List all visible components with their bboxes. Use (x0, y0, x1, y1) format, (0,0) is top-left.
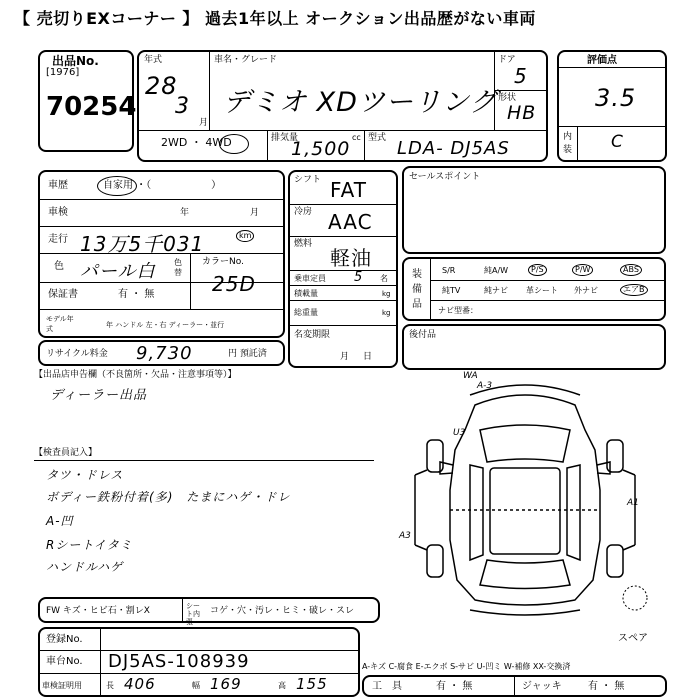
eq-sr: S/R (442, 266, 456, 275)
model-label: 型式 (368, 133, 387, 143)
length-label: 長 (106, 681, 114, 690)
eq-ps: P/S (528, 264, 547, 276)
eq-tv: 純TV (442, 286, 461, 295)
fw-label: FW キズ・ヒビ石・割レX (46, 606, 150, 616)
eq-leather: 革シート (526, 286, 558, 295)
capacity-value: 5 (354, 270, 364, 285)
ac-label: 冷房 (294, 207, 313, 217)
damage-legend: A-キズ C-腐食 E-エクボ S-サビ U-凹ミ W-補修 XX-交換済 (362, 662, 571, 671)
eq-ext-navi: 外ナビ (574, 286, 598, 295)
registration-box (38, 627, 360, 697)
sheet-row: コゲ・穴・汚レ・ヒミ・破レ・スレ (210, 606, 355, 616)
recycle-box (38, 340, 285, 366)
mileage-unit: km (236, 230, 254, 242)
tools-box (362, 675, 667, 697)
score-value: 3.5 (595, 84, 637, 112)
length-value: 406 (124, 675, 156, 693)
navi-model-label: ナビ型番： (438, 306, 478, 315)
recycle-label: リサイクル料金 (46, 349, 108, 359)
width-value: 169 (210, 675, 242, 693)
history-label: 車歴 (48, 180, 68, 191)
mileage-label: 走行 (48, 234, 68, 245)
shape-label: 形状 (498, 93, 517, 103)
header-title: 【 売切りEXコーナー 】 過去1年以上 オークション出品歴がない車両 (14, 9, 536, 28)
cert-label: 車検証明用 (42, 681, 82, 690)
lot-label: 出品No. (52, 54, 99, 68)
jack-value: 有 ・ 無 (588, 681, 625, 692)
mark-a3-side: A3 (399, 531, 411, 541)
aftermarket-label: 後付品 (409, 330, 437, 340)
tools-label: 工 具 (372, 681, 402, 692)
mark-wa: WA (463, 371, 478, 381)
mark-u3: U3 (453, 428, 466, 438)
car-diagram (395, 370, 655, 620)
shift-box (288, 170, 398, 368)
capacity-label: 乗車定員 (294, 274, 326, 283)
inspector-label: 【検査員記入】 (34, 448, 98, 458)
recycle-value: 9,730 (136, 343, 193, 364)
fuel-value: 軽油 (330, 246, 372, 270)
shift-label: シフト (294, 175, 322, 185)
interior-label-1: 内 (563, 132, 573, 142)
tools-value: 有 ・ 無 (436, 681, 473, 692)
lot-box (38, 50, 137, 152)
equipment-box (402, 257, 666, 321)
score-label: 評価点 (587, 55, 617, 66)
disp-value: 1,500 (291, 138, 351, 160)
door-value: 5 (514, 64, 528, 88)
history-value: 自家用 ・（ ） (103, 180, 222, 191)
spare-label: スペア (618, 633, 648, 644)
door-label: ドア (498, 55, 516, 65)
inspector-line-3: A-凹 (46, 514, 74, 528)
fuel-label: 燃料 (294, 239, 313, 249)
disp-unit: cc (352, 133, 361, 142)
ac-value: AAC (328, 210, 373, 234)
eq-abs: ABS (620, 264, 642, 276)
model-year-label: モデル年式 (46, 315, 74, 333)
lot-sub: [1976] (46, 67, 80, 78)
interior-label-2: 装 (563, 145, 573, 155)
width-label: 幅 (192, 681, 200, 690)
inspection-label: 車検 (48, 207, 68, 218)
lot-number: 70254 (46, 92, 137, 122)
color-value: パール白 (80, 261, 156, 282)
model-year-row: 年 ハンドル 左・右 ディーラー・並行 (106, 321, 225, 329)
disp-label: 排気量 (271, 133, 299, 143)
jack-label: ジャッキ (522, 681, 562, 692)
weight-label: 総重量 (294, 308, 318, 317)
eq-aw: 純A/W (484, 266, 509, 275)
spare-tire-icon (623, 586, 647, 610)
inspector-line-1: タツ・ドレス (46, 468, 124, 482)
drive-value: 2WD ・ 4WD (161, 136, 232, 149)
sales-box (402, 166, 666, 254)
weight-unit: kg (382, 309, 391, 317)
fw-box (38, 597, 380, 626)
inspection-year-unit: 年 (180, 208, 190, 218)
mark-a1: A1 (627, 498, 639, 508)
height-value: 155 (296, 675, 328, 693)
change-unit: 月日 (340, 352, 387, 362)
shift-value: FAT (330, 178, 368, 202)
inspection-month-unit: 月 (250, 208, 260, 218)
car-name: デミオ XDツーリング (223, 87, 498, 118)
load-unit: kg (382, 290, 391, 298)
load-label: 積載量 (294, 289, 318, 298)
inspector-line-5: ハンドルハゲ (46, 560, 124, 574)
aftermarket-box (402, 324, 666, 370)
sheet-label: シート内張 (186, 602, 200, 626)
eq-pw: P/W (572, 264, 593, 276)
color-no-value: 25D (212, 272, 256, 296)
eq-navi: 純ナビ (484, 286, 508, 295)
sales-label: セールスポイント (409, 172, 481, 182)
chassis-label: 車台No. (46, 656, 83, 667)
interior-value: C (611, 132, 624, 152)
color-no-label: カラーNo. (202, 257, 244, 267)
mileage-value: 13万5千031 (80, 232, 205, 256)
vehicle-box (137, 50, 548, 162)
eq-airbag: エアB (620, 284, 648, 296)
warranty-label: 保証書 (48, 289, 78, 300)
warranty-value: 有 ・ 無 (118, 289, 155, 300)
inspector-line-4: Rシートイタミ (46, 538, 133, 552)
registration-label: 登録No. (46, 634, 83, 645)
inspector-line-2: ボディー鉄粉付着(多) たまにハゲ・ドレ (46, 490, 291, 504)
month-unit: 月 (199, 118, 209, 128)
equipment-label: 装備品 (412, 269, 422, 310)
year-value: 28 (145, 72, 178, 100)
color-label: 色 (54, 261, 64, 272)
details-box (38, 170, 285, 338)
score-box (557, 50, 667, 162)
drive-4wd-circle (219, 134, 249, 154)
history-circle (97, 176, 137, 196)
height-label: 高 (278, 681, 286, 690)
notes-value: ディーラー出品 (50, 388, 147, 403)
notes-label: 【出品店申告欄（不良箇所・欠品・注意事項等）】 (34, 370, 237, 380)
month-value: 3 (175, 94, 190, 119)
recycle-unit: 円 預託済 (228, 349, 267, 359)
color-change: 色替 (174, 258, 182, 277)
change-label: 名変期限 (294, 330, 331, 340)
capacity-unit: 名 (380, 274, 388, 283)
year-label: 年式 (144, 55, 163, 65)
mark-a3-top: A-3 (477, 381, 493, 391)
chassis-value: DJ5AS-108939 (108, 651, 250, 672)
shape-value: HB (507, 102, 537, 124)
name-label: 車名・グレード (214, 55, 278, 65)
model-value: LDA- DJ5AS (397, 138, 510, 159)
